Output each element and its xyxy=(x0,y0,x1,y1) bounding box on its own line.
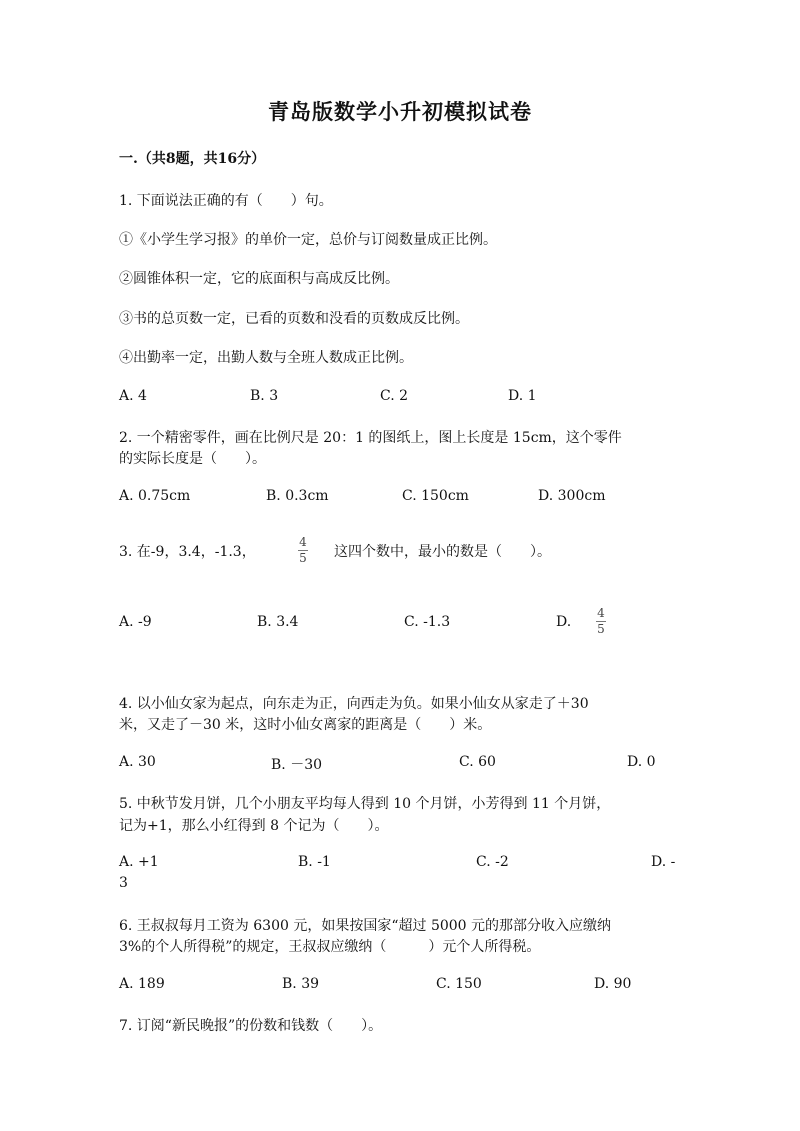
question-1-option-d[interactable]: D. 1 xyxy=(508,388,537,404)
question-1-option-c[interactable]: C. 2 xyxy=(380,388,409,404)
question-6-option-b[interactable]: B. 39 xyxy=(282,976,320,992)
section-heading: 一.（共8题，共16分） xyxy=(119,151,266,167)
question-5-option-a[interactable]: A. +1 xyxy=(119,854,159,870)
question-5-option-d-wrap: 3 xyxy=(119,875,128,891)
question-6-stem-line-2: 3%的个人所得税”的规定，王叔叔应缴纳（ ）元个人所得税。 xyxy=(119,939,541,955)
question-5-option-b[interactable]: B. -1 xyxy=(298,854,331,870)
question-6-stem-line-1: 6. 王叔叔每月工资为 6300 元，如果按国家“超过 5000 元的那部分收入应缴纳 xyxy=(119,918,612,934)
question-7-stem: 7. 订阅“新民晚报”的份数和钱数（ ）。 xyxy=(119,1018,383,1034)
question-1-statement-1: ①《小学生学习报》的单价一定，总价与订阅数量成正比例。 xyxy=(119,232,497,248)
question-4-option-a[interactable]: A. 30 xyxy=(119,754,156,770)
fraction-numerator: 4 xyxy=(299,535,307,549)
fraction-denominator: 5 xyxy=(597,622,605,636)
question-2-option-a[interactable]: A. 0.75cm xyxy=(119,488,191,504)
question-5-option-c[interactable]: C. -2 xyxy=(476,854,509,870)
question-4-option-c[interactable]: C. 60 xyxy=(459,754,496,770)
question-5-stem-line-2: 记为+1，那么小红得到 8 个记为（ ）。 xyxy=(119,818,389,834)
question-2-stem-line-2: 的实际长度是（ ）。 xyxy=(119,451,266,467)
question-4-option-b[interactable]: B. －30 xyxy=(271,757,323,773)
question-2-option-b[interactable]: B. 0.3cm xyxy=(266,488,329,504)
question-1-statement-3: ③书的总页数一定，已看的页数和没看的页数成反比例。 xyxy=(119,311,469,327)
question-2-option-c[interactable]: C. 150cm xyxy=(402,488,469,504)
question-5-option-d[interactable]: D. - xyxy=(651,854,676,870)
question-2-stem-line-1: 2. 一个精密零件，画在比例尺是 20：1 的图纸上，图上长度是 15cm，这个零件 xyxy=(119,430,622,446)
question-3-option-b[interactable]: B. 3.4 xyxy=(257,614,299,630)
question-3-option-d[interactable]: D. xyxy=(556,614,572,630)
question-3-stem-part-1: 3. 在-9，3.4，-1.3， xyxy=(119,544,256,560)
question-1-option-a[interactable]: A. 4 xyxy=(119,388,147,404)
question-6-option-c[interactable]: C. 150 xyxy=(436,976,482,992)
page-title: 青岛版数学小升初模拟试卷 xyxy=(268,99,532,124)
question-6-option-d[interactable]: D. 90 xyxy=(594,976,632,992)
question-4-stem-line-2: 米，又走了－30 米，这时小仙女离家的距离是（ ）米。 xyxy=(119,717,492,733)
question-4-stem-line-1: 4. 以小仙女家为起点，向东走为正，向西走为负。如果小仙女从家走了＋30 xyxy=(119,696,589,712)
question-1-statement-2: ②圆锥体积一定，它的底面积与高成反比例。 xyxy=(119,271,399,287)
fraction-denominator: 5 xyxy=(299,551,307,565)
question-1-option-b[interactable]: B. 3 xyxy=(250,388,279,404)
question-6-option-a[interactable]: A. 189 xyxy=(119,976,165,992)
question-3-stem-part-2: 这四个数中，最小的数是（ ）。 xyxy=(334,544,551,560)
question-3-fraction xyxy=(298,536,308,565)
question-4-option-d[interactable]: D. 0 xyxy=(627,754,656,770)
question-1-statement-4: ④出勤率一定，出勤人数与全班人数成正比例。 xyxy=(119,350,413,366)
question-3-option-d-fraction xyxy=(596,607,606,636)
fraction-numerator: 4 xyxy=(597,606,605,620)
question-3-option-a[interactable]: A. -9 xyxy=(119,614,152,630)
question-2-option-d[interactable]: D. 300cm xyxy=(538,488,606,504)
question-5-stem-line-1: 5. 中秋节发月饼，几个小朋友平均每人得到 10 个月饼，小芳得到 11 个月饼， xyxy=(119,796,611,812)
question-1-stem: 1. 下面说法正确的有（ ）句。 xyxy=(119,193,333,209)
question-3-option-c[interactable]: C. -1.3 xyxy=(404,614,451,630)
